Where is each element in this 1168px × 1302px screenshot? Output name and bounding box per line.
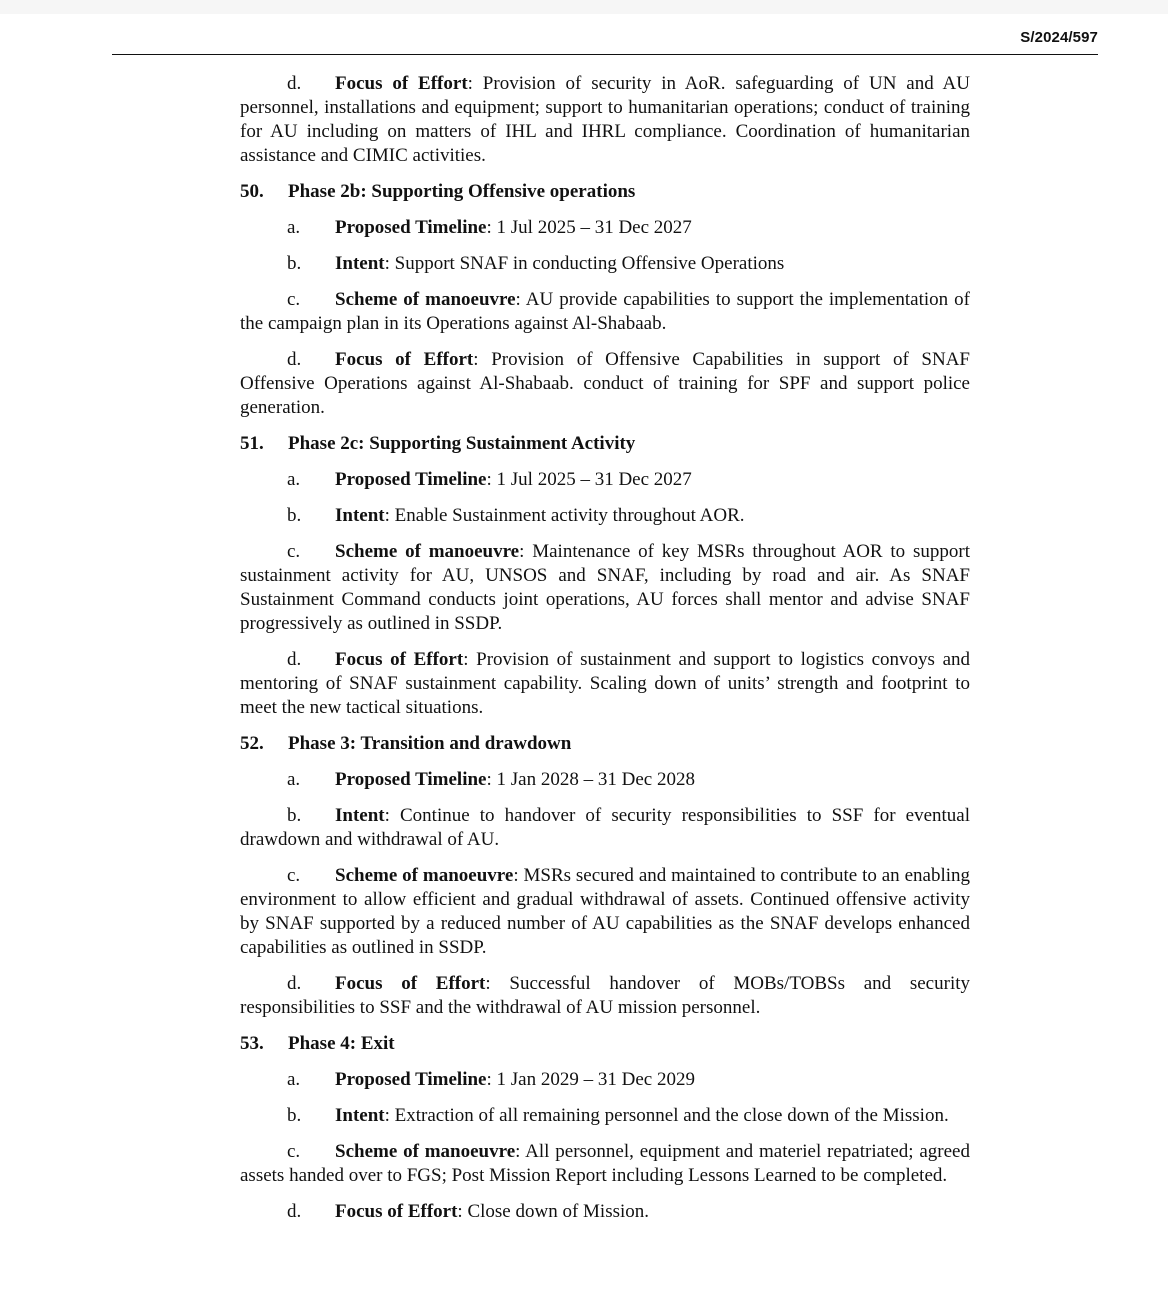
- subparagraph-text: : Maintenance of key MSRs throughout AOR to support sustainment activity for AU, UNSOS and SNAF, including by road and air. As SNAF Sustainment Command conducts joint operations, AU forces shall mentor and advise SNAF progressively as outlined in SSDP.: [240, 541, 970, 634]
- subparagraph: [240, 972, 970, 1020]
- subparagraph-term: Intent: [335, 1105, 385, 1126]
- subparagraph-label: d.: [287, 973, 302, 994]
- subparagraph-term: Proposed Timeline: [335, 469, 487, 490]
- subparagraph: [240, 72, 970, 168]
- subparagraph-text: : MSRs secured and maintained to contribute to an enabling environment to allow efficient and gradual withdrawal of assets. Continued offensive activity by SNAF supported by a reduced number of AU capabilities as the SNAF develops enhanced capabilities as outlined in SSDP.: [240, 865, 970, 958]
- section-heading: [240, 732, 970, 756]
- subparagraph-text: : Provision of security in AoR. safeguarding of UN and AU personnel, installations and equipment; support to humanitarian operations; conduct of training for AU including on matters of IHL and IHRL compliance. Coordination of humanitarian assistance and CIMIC activities.: [240, 73, 970, 166]
- section-title: Phase 2c: Supporting Sustainment Activity: [288, 433, 636, 454]
- subparagraph-text: : Continue to handover of security responsibilities to SSF for eventual drawdown and withdrawal of AU.: [240, 805, 970, 850]
- subparagraph: [240, 468, 970, 492]
- subparagraph-text: : Extraction of all remaining personnel and the close down of the Mission.: [384, 1105, 949, 1126]
- section-title: Phase 2b: Supporting Offensive operations: [288, 181, 636, 202]
- subparagraph-label: a.: [287, 217, 301, 238]
- subparagraph-text: : Enable Sustainment activity throughout AOR.: [384, 505, 745, 526]
- subparagraph-label: a.: [287, 769, 301, 790]
- subparagraph-label: c.: [287, 289, 301, 310]
- subparagraph-text: : Support SNAF in conducting Offensive Operations: [384, 253, 785, 274]
- subparagraph: [240, 216, 970, 240]
- paragraph-number: 50.: [240, 181, 264, 202]
- subparagraph: [240, 804, 970, 852]
- subparagraph-text: : AU provide capabilities to support the implementation of the campaign plan in its Operations against Al-Shabaab.: [240, 289, 970, 334]
- subparagraph-label: b.: [287, 505, 302, 526]
- subparagraph-term: Proposed Timeline: [335, 1069, 487, 1090]
- subparagraph-text: : 1 Jul 2025 – 31 Dec 2027: [486, 217, 692, 238]
- subparagraph-label: d.: [287, 1201, 302, 1222]
- subparagraph: [240, 648, 970, 720]
- subparagraph-text: : 1 Jul 2025 – 31 Dec 2027: [486, 469, 692, 490]
- subparagraph-label: a.: [287, 1069, 301, 1090]
- subparagraph: [240, 540, 970, 636]
- subparagraph-text: : All personnel, equipment and materiel repatriated; agreed assets handed over to FGS; Post Mission Report including Lessons Learned to be completed.: [240, 1141, 970, 1186]
- subparagraph: [240, 348, 970, 420]
- paragraph-number: 51.: [240, 433, 264, 454]
- subparagraph-label: b.: [287, 1105, 302, 1126]
- subparagraph-term: Proposed Timeline: [335, 217, 487, 238]
- subparagraph: [240, 768, 970, 792]
- paragraph-number: 53.: [240, 1033, 264, 1054]
- subparagraph-term: Intent: [335, 505, 385, 526]
- subparagraph-term: Focus of Effort: [335, 973, 486, 994]
- section-title: Phase 3: Transition and drawdown: [288, 733, 572, 754]
- subparagraph-term: Proposed Timeline: [335, 769, 487, 790]
- paragraph-number: 52.: [240, 733, 264, 754]
- subparagraph-label: b.: [287, 253, 302, 274]
- subparagraph: [240, 288, 970, 336]
- section-title: Phase 4: Exit: [288, 1033, 395, 1054]
- subparagraph-text: : 1 Jan 2029 – 31 Dec 2029: [486, 1069, 695, 1090]
- subparagraph: [240, 1140, 970, 1188]
- section-heading: [240, 1032, 970, 1056]
- subparagraph-term: Focus of Effort: [335, 649, 464, 670]
- document-body: [240, 72, 970, 1236]
- document-symbol: S/2024/597: [1020, 29, 1098, 46]
- subparagraph: [240, 1104, 970, 1128]
- subparagraph-label: d.: [287, 349, 302, 370]
- subparagraph-label: b.: [287, 805, 302, 826]
- subparagraph-text: : 1 Jan 2028 – 31 Dec 2028: [486, 769, 695, 790]
- subparagraph-label: a.: [287, 469, 301, 490]
- subparagraph-label: c.: [287, 541, 301, 562]
- subparagraph-term: Scheme of manoeuvre: [335, 289, 516, 310]
- subparagraph-label: d.: [287, 649, 302, 670]
- subparagraph-term: Focus of Effort: [335, 1201, 458, 1222]
- subparagraph-label: d.: [287, 73, 302, 94]
- page-top-band: [0, 0, 1168, 14]
- subparagraph-term: Focus of Effort: [335, 349, 474, 370]
- subparagraph-label: c.: [287, 865, 301, 886]
- subparagraph-term: Focus of Effort: [335, 73, 468, 94]
- subparagraph: [240, 252, 970, 276]
- subparagraph: [240, 504, 970, 528]
- subparagraph: [240, 1068, 970, 1092]
- subparagraph-term: Scheme of manoeuvre: [335, 1141, 516, 1162]
- subparagraph-label: c.: [287, 1141, 301, 1162]
- subparagraph: [240, 1200, 970, 1224]
- subparagraph: [240, 864, 970, 960]
- subparagraph-term: Intent: [335, 805, 385, 826]
- subparagraph-term: Intent: [335, 253, 385, 274]
- subparagraph-term: Scheme of manoeuvre: [335, 541, 520, 562]
- header-rule: [112, 54, 1098, 55]
- subparagraph-text: : Successful handover of MOBs/TOBSs and security responsibilities to SSF and the withdrawal of AU mission personnel.: [240, 973, 971, 1018]
- subparagraph-text: : Provision of Offensive Capabilities in support of SNAF Offensive Operations against Al-Shabaab. conduct of training for SPF and support police generation.: [240, 349, 971, 418]
- subparagraph-text: : Close down of Mission.: [457, 1201, 650, 1222]
- subparagraph-term: Scheme of manoeuvre: [335, 865, 514, 886]
- section-heading: [240, 180, 970, 204]
- section-heading: [240, 432, 970, 456]
- subparagraph-text: : Provision of sustainment and support to logistics convoys and mentoring of SNAF sustainment capability. Scaling down of units’ strength and footprint to meet the new tactical situations.: [240, 649, 970, 718]
